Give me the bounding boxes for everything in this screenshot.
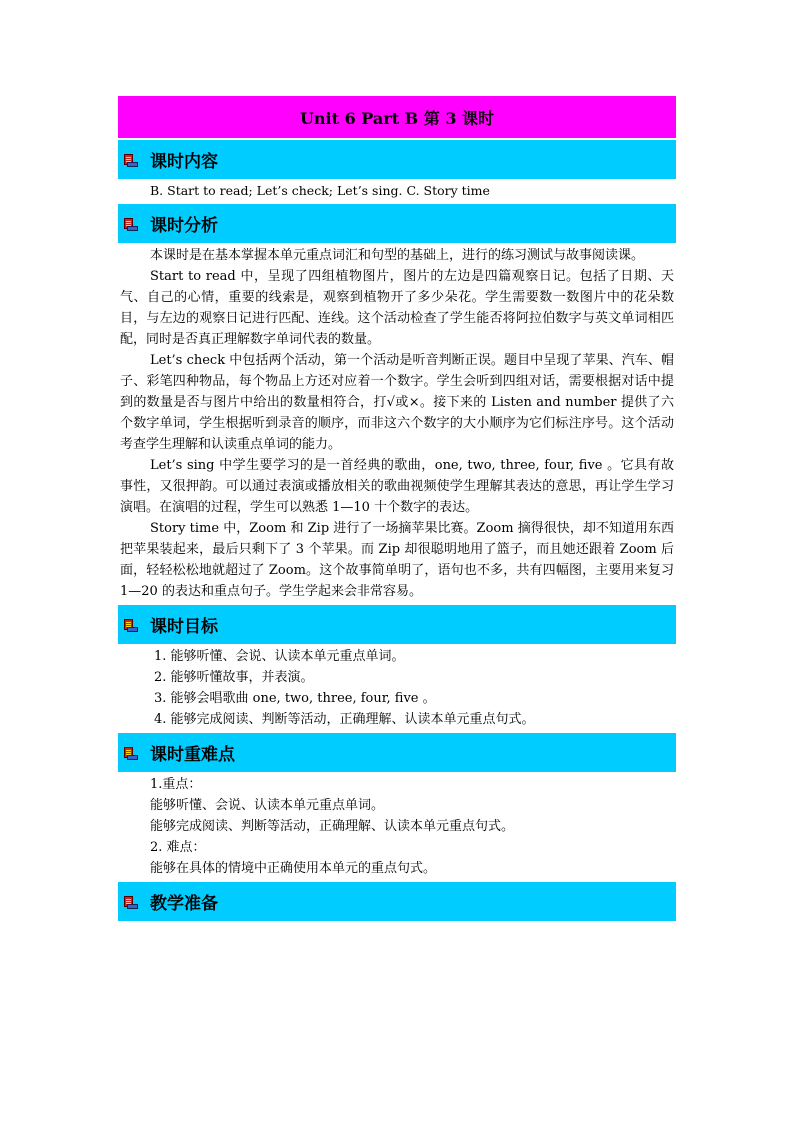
key-point-line: 1.重点：	[150, 777, 202, 792]
list-item: 1. 能够听懂、会说、认读本单元重点单词。	[154, 649, 405, 664]
analysis-paragraph: Let’s sing 中学生要学习的是一首经典的歌曲，one, two, three, four, five 。它具有故事性，又很押韵。可以通过表演或播放相关的歌曲视频使学生理解其表达的意思，再让学生学习演唱。在演唱的过程，学生可以熟悉 1—10 十个数字的表达。	[120, 458, 674, 515]
section-body-content	[118, 179, 676, 203]
analysis-paragraph: Start to read 中，呈现了四组植物图片，图片的左边是四篇观察日记。包括了日期、天气、自己的心情，重要的线索是，观察到植物开了多少朵花。学生需要数一数图片中的花朵数目，与左边的观察日记进行匹配、连线。这个活动检查了学生能否将阿拉伯数字与英文单词相匹配，同时是否真正理解数字单词代表的数量。	[120, 269, 674, 347]
key-point-line: 2. 难点：	[150, 840, 206, 855]
document-icon	[124, 618, 138, 632]
content-text: B. Start to read; Let’s check; Let’s sing. C. Story time	[150, 183, 490, 198]
section-body-goals	[118, 644, 676, 732]
section-header-preparation	[118, 881, 676, 921]
page-title: Unit 6 Part B 第 3 课时	[118, 96, 676, 139]
document-icon	[124, 895, 138, 909]
analysis-paragraph: Story time 中，Zoom 和 Zip 进行了一场摘苹果比赛。Zoom 摘得很快，却不知道用东西把苹果装起来，最后只剩下了 3 个苹果。而 Zip 却很聪明地用了篮子，而且她还跟着 Zoom 后面，轻轻松松地就超过了 Zoom。这个故事简单明了，语句也不多，共有四幅图，主要用来复习 1—20 的表达和重点句子。学生学起来会非常容易。	[120, 521, 674, 599]
section-heading: 课时分析	[150, 216, 218, 236]
list-item: 2. 能够听懂故事，并表演。	[154, 670, 314, 685]
section-header-goals	[118, 604, 676, 644]
section-header-key-points	[118, 732, 676, 772]
lesson-plan-document	[118, 96, 676, 921]
section-heading: 教学准备	[150, 894, 218, 914]
analysis-paragraph: 本课时是在基本掌握本单元重点词汇和句型的基础上，进行的练习测试与故事阅读课。	[150, 248, 645, 263]
section-header-analysis	[118, 203, 676, 243]
analysis-paragraph: Let’s check 中包括两个活动，第一个活动是听音判断正误。题目中呈现了苹果、汽车、帽子、彩笔四种物品，每个物品上方还对应着一个数字。学生会听到四组对话，需要根据对话中提到的数量是否与图片中给出的数量相符合，打√或×。接下来的 Listen and number 提供了六个数字单词，学生根据听到录音的顺序，而非这六个数字的大小顺序为它们标注序号。这个活动考查学生理解和认读重点单词的能力。	[120, 353, 674, 452]
document-icon	[124, 746, 138, 760]
section-heading: 课时内容	[150, 152, 218, 172]
document-icon	[124, 153, 138, 167]
list-item: 4. 能够完成阅读、判断等活动，正确理解、认读本单元重点句式。	[154, 712, 535, 727]
section-heading: 课时目标	[150, 617, 218, 637]
key-point-line: 能够完成阅读、判断等活动，正确理解、认读本单元重点句式。	[150, 819, 515, 834]
section-body-analysis	[118, 243, 676, 604]
list-item: 3. 能够会唱歌曲 one, two, three, four, five 。	[154, 691, 436, 706]
key-point-line: 能够听懂、会说、认读本单元重点单词。	[150, 798, 385, 813]
section-header-content	[118, 139, 676, 179]
section-body-key-points	[118, 772, 676, 881]
section-heading: 课时重难点	[150, 745, 235, 765]
goals-list	[120, 646, 674, 730]
document-icon	[124, 217, 138, 231]
key-point-line: 能够在具体的情境中正确使用本单元的重点句式。	[150, 861, 437, 876]
